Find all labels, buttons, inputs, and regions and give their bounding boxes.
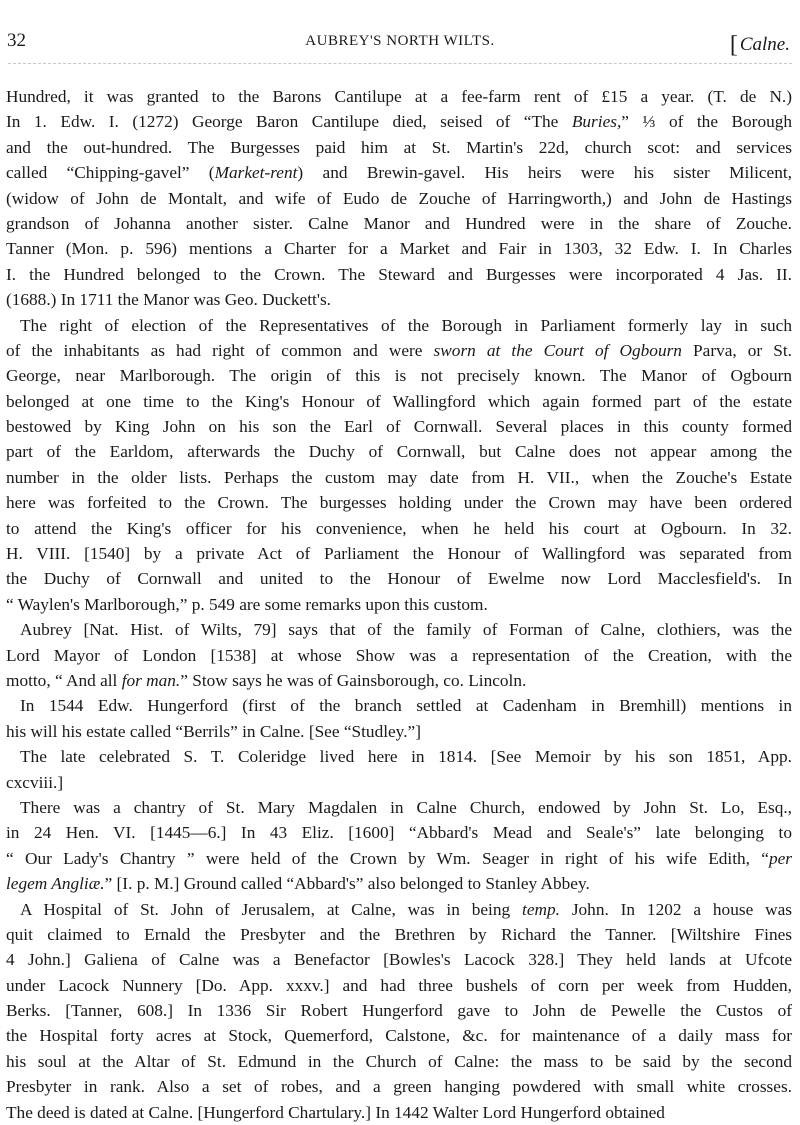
text-run: The late celebrated S. T. Coleridge lived here in 1814. [See Memoir by his son 1851, App.	[20, 747, 792, 766]
text-line	[6, 236, 792, 261]
text-line	[6, 490, 792, 515]
text-run: In 1544 Edw. Hungerford (first of the branch settled at Cadenham in Bremhill) mentions in	[20, 696, 792, 715]
text-run: Aubrey [Nat. Hist. of Wilts, 79] says that of the family of Forman of Calne, clothiers, was the	[20, 620, 792, 639]
running-title: AUBREY'S NORTH WILTS.	[0, 33, 800, 50]
text-run: in 24 Hen. VI. [1445—6.] In 43 Eliz. [1600] “Abbard's Mead and Seale's” late belonging to	[6, 823, 792, 842]
page-header	[0, 30, 800, 60]
text-run: Tanner (Mon. p. 596) mentions a Charter for a Market and Fair in 1303, 32 Edw. I. In Charles	[6, 239, 792, 258]
paragraph	[6, 617, 792, 693]
text-line	[6, 1074, 792, 1099]
paragraph	[6, 744, 792, 795]
text-line	[6, 313, 792, 338]
italic-run: for man.	[122, 671, 181, 690]
text-run: Hundred, it was granted to the Barons Cantilupe at a fee-farm rent of £15 a year. (T. de N.)	[6, 87, 792, 106]
text-line	[6, 643, 792, 668]
text-run: The deed is dated at Calne. [Hungerford Chartulary.] In 1442 Walter Lord Hungerford obtained	[6, 1103, 665, 1122]
text-line	[6, 541, 792, 566]
text-run: (1688.) In 1711 the Manor was Geo. Duckett's.	[6, 290, 331, 309]
paragraph	[6, 693, 792, 744]
text-run: bestowed by King John on his son the Earl of Cornwall. Several places in this county formed	[6, 417, 792, 436]
text-run: part of the Earldom, afterwards the Duchy of Cornwall, but Calne does not appear among the	[6, 442, 792, 461]
text-line	[6, 211, 792, 236]
text-run: “ Our Lady's Chantry ” were held of the Crown by Wm. Seager in right of his wife Edith, “	[6, 849, 769, 868]
text-line	[6, 160, 792, 185]
text-line	[6, 566, 792, 591]
text-run: to attend the King's officer for his convenience, when he held his court at Ogbourn. In 32.	[6, 519, 792, 538]
text-run: Lord Mayor of London [1538] at whose Show was a representation of the Creation, with the	[6, 646, 792, 665]
text-line	[6, 439, 792, 464]
text-run: 4 John.] Galiena of Calne was a Benefactor [Bowles's Lacock 328.] They held lands at Ufcote	[6, 950, 792, 969]
text-line	[6, 719, 792, 744]
text-line	[6, 592, 792, 617]
text-line	[6, 414, 792, 439]
text-run: I. the Hundred belonged to the Crown. The Steward and Burgesses were incorporated 4 Jas. II.	[6, 265, 792, 284]
text-line	[6, 693, 792, 718]
text-run: H. VIII. [1540] by a private Act of Parliament the Honour of Wallingford was separated from	[6, 544, 792, 563]
text-run: There was a chantry of St. Mary Magdalen in Calne Church, endowed by John St. Lo, Esq.,	[20, 798, 792, 817]
text-line	[6, 516, 792, 541]
text-run: Parva, or St.	[682, 341, 792, 360]
text-line	[6, 465, 792, 490]
text-run: Presbyter in rank. Also a set of robes, and a green hanging powdered with small white crosses.	[6, 1077, 792, 1096]
text-run: ) and Brewin-gavel. His heirs were his sister Milicent,	[297, 163, 792, 182]
italic-run: Buries,	[572, 112, 621, 131]
text-run: “ Waylen's Marlborough,” p. 549 are some remarks upon this custom.	[6, 595, 488, 614]
text-run: his will his estate called “Berrils” in Calne. [See “Studley.”]	[6, 722, 421, 741]
italic-run: Market-rent	[215, 163, 298, 182]
bracket: [	[730, 32, 738, 58]
text-line	[6, 973, 792, 998]
text-run: number in the older lists. Perhaps the custom may date from H. VII., when the Zouche's Estate	[6, 468, 792, 487]
text-run: A Hospital of St. John of Jerusalem, at Calne, was in being	[20, 900, 522, 919]
text-line	[6, 109, 792, 134]
text-line	[6, 389, 792, 414]
text-run: John. In 1202 a house was	[560, 900, 792, 919]
text-line	[6, 947, 792, 972]
text-run: under Lacock Nunnery [Do. App. xxxv.] and had three bushels of corn per week from Hudden,	[6, 976, 792, 995]
text-run: grandson of Johanna another sister. Calne Manor and Hundred were in the share of Zouche.	[6, 214, 792, 233]
text-line	[6, 846, 792, 871]
text-run: and the out-hundred. The Burgesses paid him at St. Martin's 22d, church scot: and services	[6, 138, 792, 157]
text-line	[6, 1023, 792, 1048]
text-line	[6, 744, 792, 769]
text-line	[6, 287, 792, 312]
text-line	[6, 262, 792, 287]
text-run: The right of election of the Representatives of the Borough in Parliament formerly lay in such	[20, 316, 792, 335]
text-line	[6, 1049, 792, 1074]
text-line	[6, 338, 792, 363]
text-run: belonged at one time to the King's Honour of Wallingford which again formed part of the estate	[6, 392, 792, 411]
italic-run: legem Angliæ.	[6, 874, 105, 893]
text-run: In 1. Edw. I. (1272) George Baron Cantilupe died, seised of “The	[6, 112, 572, 131]
text-line	[6, 363, 792, 388]
text-run: Berks. [Tanner, 608.] In 1336 Sir Robert Hungerford gave to John de Pewelle the Custos of	[6, 1001, 792, 1020]
text-run: the Duchy of Cornwall and united to the Honour of Ewelme now Lord Macclesfield's. In	[6, 569, 792, 588]
page-number: 32	[7, 30, 26, 52]
text-line	[6, 795, 792, 820]
text-run: his soul at the Altar of St. Edmund in the Church of Calne: the mass to be said by the second	[6, 1052, 792, 1071]
text-line	[6, 186, 792, 211]
italic-run: per	[769, 849, 792, 868]
text-line	[6, 617, 792, 642]
section-name: Calne.	[740, 34, 790, 55]
text-line	[6, 820, 792, 845]
text-line	[6, 668, 792, 693]
section-title	[730, 30, 790, 57]
paragraph	[6, 313, 792, 618]
text-run: ” ⅓ of the Borough	[621, 112, 792, 131]
text-run: here was forfeited to the Crown. The burgesses holding under the Crown may have been ordered	[6, 493, 792, 512]
text-line	[6, 897, 792, 922]
text-run: motto, “ And all	[6, 671, 122, 690]
text-run: ” Stow says he was of Gainsborough, co. Lincoln.	[180, 671, 526, 690]
text-line	[6, 922, 792, 947]
header-rule	[8, 63, 792, 64]
paragraph	[6, 897, 792, 1125]
text-run: of the inhabitants as had right of common and were	[6, 341, 434, 360]
paragraph	[6, 84, 792, 313]
text-run: George, near Marlborough. The origin of this is not precisely known. The Manor of Ogbourn	[6, 366, 792, 385]
text-line	[6, 770, 792, 795]
italic-run: sworn at the Court of Ogbourn	[434, 341, 682, 360]
text-line	[6, 871, 792, 896]
text-run: cxcviii.]	[6, 773, 63, 792]
text-run: ” [I. p. M.] Ground called “Abbard's” also belonged to Stanley Abbey.	[105, 874, 590, 893]
text-line	[6, 135, 792, 160]
text-line	[6, 998, 792, 1023]
text-run: called “Chipping-gavel” (	[6, 163, 215, 182]
page-body	[6, 84, 792, 1125]
text-line	[6, 84, 792, 109]
italic-run: temp.	[522, 900, 560, 919]
text-run: the Hospital forty acres at Stock, Quemerford, Calstone, &c. for maintenance of a daily mass for	[6, 1026, 792, 1045]
text-line	[6, 1100, 792, 1125]
text-run: quit claimed to Ernald the Presbyter and the Brethren by Richard the Tanner. [Wiltshire Fines	[6, 925, 792, 944]
text-run: (widow of John de Montalt, and wife of Eudo de Zouche of Harringworth,) and John de Hastings	[6, 189, 792, 208]
paragraph	[6, 795, 792, 897]
